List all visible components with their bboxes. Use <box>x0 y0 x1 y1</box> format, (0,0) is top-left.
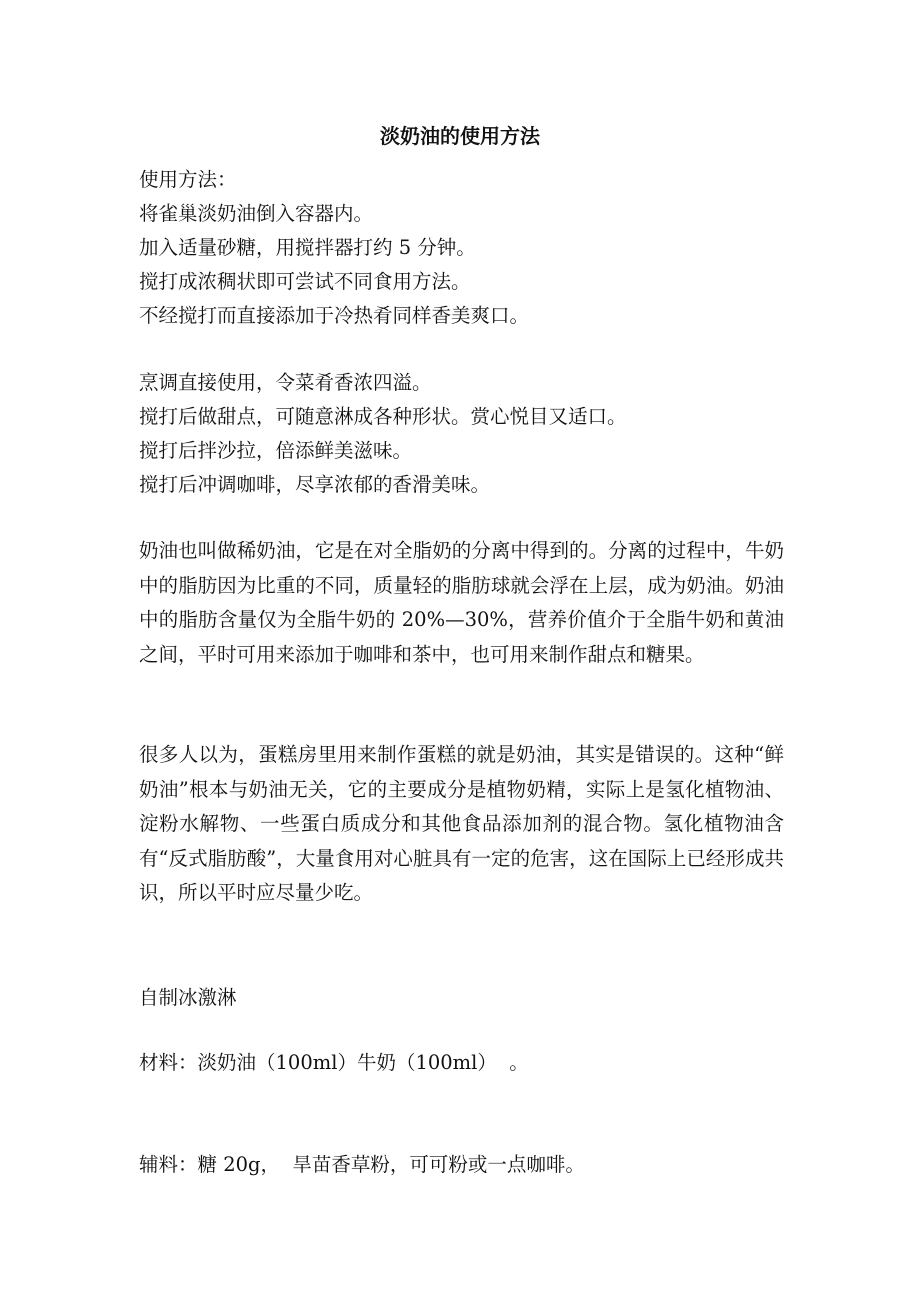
warning-paragraph: 很多人以为，蛋糕房里用来制作蛋糕的就是奶油，其实是错误的。这种“鲜奶油”根本与奶油无关，它的主要成分是植物奶精，实际上是氢化植物油、淀粉水解物、一些蛋白质成分和其他食品添加剂的混合物。氢化植物油含有“反式脂肪酸”，大量食用对心脏具有一定的危害，这在国际上已经形成共识，所以平时应尽量少吃。 <box>139 743 784 904</box>
serving-section <box>139 366 784 502</box>
usage-line: 搅打成浓稠状即可尝试不同食用方法。 <box>139 270 471 293</box>
serving-line: 烹调直接使用，令菜肴香浓四溢。 <box>139 371 432 394</box>
usage-line: 不经搅打而直接添加于冷热肴同样香美爽口。 <box>139 304 530 327</box>
serving-line: 搅打后做甜点，可随意淋成各种形状。赏心悦目又适口。 <box>139 405 627 428</box>
serving-line: 搅打后拌沙拉，倍添鲜美滋味。 <box>139 439 413 462</box>
materials-line: 材料：淡奶油（100ml）牛奶（100ml） 。 <box>139 1051 529 1074</box>
usage-line: 加入适量砂糖，用搅拌器打约 5 分钟。 <box>139 236 476 259</box>
usage-line: 将雀巢淡奶油倒入容器内。 <box>139 202 374 225</box>
usage-section <box>139 163 784 333</box>
icecream-heading: 自制冰激淋 <box>139 986 237 1009</box>
usage-line: 使用方法： <box>139 168 237 191</box>
cream-paragraph: 奶油也叫做稀奶油，它是在对全脂奶的分离中得到的。分离的过程中，牛奶中的脂肪因为比重的不同，质量轻的脂肪球就会浮在上层，成为奶油。奶油中的脂肪含量仅为全脂牛奶的 20%—30%，营养价值介于全脂牛奶和黄油之间，平时可用来添加于咖啡和茶中，也可用来制作甜点和糖果。 <box>139 539 784 666</box>
auxiliary-line: 辅料：糖 20g， 旱苗香草粉，可可粉或一点咖啡。 <box>139 1153 585 1176</box>
serving-line: 搅打后冲调咖啡，尽享浓郁的香滑美味。 <box>139 473 491 496</box>
document-title: 淡奶油的使用方法 <box>380 124 540 148</box>
